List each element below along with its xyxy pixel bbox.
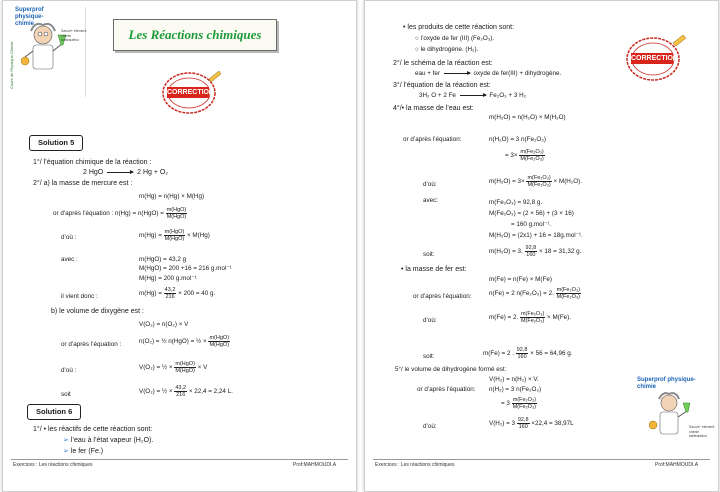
numerator: m(HgO) <box>209 335 230 341</box>
formula-line <box>501 397 537 410</box>
formula-line: m(Fe) = n(Fe) × M(Fe) <box>489 276 552 283</box>
fraction <box>520 311 545 324</box>
text-line: 1°/ • les réactifs de cette réaction sont: <box>33 426 153 433</box>
formula-line <box>489 287 581 300</box>
formula-text: = 3× <box>505 152 518 160</box>
formula-text: V(O₂) = ½ × <box>139 388 173 396</box>
reaction-arrow-icon <box>107 172 133 173</box>
formula-line <box>489 311 571 324</box>
document-title-box <box>113 19 277 51</box>
formula-text: m(H₂O) = 3× <box>489 178 525 186</box>
numerator: m(Fe₂O₃) <box>527 175 551 181</box>
text-line: • la masse de fer est: <box>401 266 467 273</box>
formula-text: ×22,4 = 38,97L <box>531 420 574 428</box>
fraction <box>525 245 538 258</box>
list-item <box>415 46 478 54</box>
correction-stamp <box>161 71 221 115</box>
footer-left-text: Exercices : Les réactions chimiques <box>13 462 93 468</box>
formula-text: m(Fe) = 2. <box>489 314 519 322</box>
solution-6-heading: Solution 6 <box>27 404 81 420</box>
numerator: m(Fe₂O₃) <box>520 311 545 317</box>
formula-line <box>489 417 574 430</box>
label: soit: <box>423 251 435 258</box>
footer-right-text: Prof:MAHMOUDI.A <box>655 462 699 468</box>
list-item-text: le dihydrogène. (H₂). <box>420 46 479 53</box>
formula-line: M(Hg) = 200 g.mol⁻¹ <box>139 275 197 282</box>
text-line: 3°/ l’équation de la réaction est: <box>393 82 491 89</box>
brand-logo <box>11 7 86 97</box>
formula-text: n(O₂) = ½ n(HgO) = ½ × <box>139 338 207 346</box>
fraction <box>174 361 196 374</box>
formula-text: = 3 <box>501 400 510 408</box>
formula-text: V(H₂) = 3 <box>489 420 516 428</box>
formula-line <box>139 385 233 398</box>
text-line: 2°/ le schéma de la réaction est: <box>393 60 493 67</box>
formula-line <box>139 361 207 374</box>
denominator: M(Fe₂O₃) <box>527 182 551 188</box>
formula-line: m(Fe₂O₃) = 92,8 g. <box>489 199 543 206</box>
numerator: 92,8 <box>525 245 537 251</box>
scientist-illustration-icon <box>649 391 691 441</box>
formula-text: × M(Fe). <box>547 314 572 322</box>
formula-text: × 56 = 64,96 g. <box>530 350 573 358</box>
denominator: M(HgO) <box>209 342 230 348</box>
brand-subtitle: Savoir+ élément chimie tableautéco <box>61 29 87 42</box>
denominator: M(HgO) <box>175 368 195 374</box>
formula-line: = 160 g.mol⁻¹. <box>511 221 552 228</box>
product: 2 Hg + O₂ <box>137 169 169 176</box>
numerator: 43,2 <box>175 385 187 391</box>
numerator: 92,8 <box>516 347 528 353</box>
formula-text: n(Fe) = 2 n(Fe₂O₃) = 2. <box>489 290 554 298</box>
denominator: 160 <box>526 252 536 258</box>
denominator: M(Fe₂O₃) <box>520 156 544 162</box>
reactant: 2 HgO <box>83 169 104 176</box>
formula-line <box>489 245 581 258</box>
formula-line: m(HgO) = 43,2 g <box>139 256 187 263</box>
fraction <box>174 385 187 398</box>
correction-stamp-label: CORRECTION <box>167 89 215 96</box>
text-line: • les produits de cette réaction sont: <box>403 24 515 31</box>
arrow-bullet-icon: ➢ <box>63 448 69 455</box>
denominator: M(Fe₂O₃) <box>520 318 545 324</box>
products: oxyde de fer(III) + dihydrogène. <box>473 70 562 77</box>
denominator: M(HgO) <box>164 236 185 242</box>
correction-stamp-label: CORRECTION <box>631 55 679 62</box>
numerator: m(Fe₂O₃) <box>512 397 537 403</box>
fraction <box>512 397 537 410</box>
label: il vient donc : <box>61 293 98 300</box>
list-item <box>415 35 494 43</box>
formula-line <box>505 149 545 162</box>
numerator: m(Fe₂O₃) <box>520 149 544 155</box>
fraction <box>208 335 230 348</box>
formula-line <box>139 229 210 242</box>
denominator: M(Fe₂O₃) <box>512 404 537 410</box>
formula-text: × 18 = 31,32 g. <box>538 248 582 256</box>
formula-line: n(H₂) = 3 n(Fe₂O₃) <box>489 386 542 393</box>
formula-text: m(Hg) = <box>139 232 162 240</box>
numerator: 43,2 <box>164 287 176 293</box>
formula-line <box>53 207 187 220</box>
products: Fe₂O₃ + 3 H₂ <box>489 92 527 99</box>
formula-text: × 22,4 = 2,24 L. <box>188 388 233 396</box>
formula-text: m(Fe) = 2 . <box>483 350 514 358</box>
formula-line: M(H₂O) = (2x1) + 16 = 18g.mol⁻¹. <box>489 232 583 239</box>
formula-line: V(O₂) = n(O₂) × V <box>139 321 189 328</box>
brand-subtitle: Savoir+ élément chimie tableautéco <box>689 425 715 438</box>
brand-vertical-text: Cours de Physique-Chimie <box>9 41 14 89</box>
brand-name: Superprof physique-chimie <box>637 377 696 390</box>
fraction <box>519 149 544 162</box>
numerator: m(Fe₂O₃) <box>556 287 580 293</box>
formula-text: m(Hg) = <box>139 290 162 298</box>
formula-text: × M(H₂O). <box>553 178 583 186</box>
formula-text: × M(Hg) <box>186 232 210 240</box>
brand-name: Superprof physique-chimie <box>15 7 44 27</box>
equation-line <box>83 168 168 177</box>
denominator: 216 <box>176 392 186 398</box>
text-line: 2°/ a) la masse de mercure est : <box>33 180 133 187</box>
label: or d’après l’équation: <box>403 136 462 143</box>
fraction <box>166 207 188 220</box>
formula-text: or d’après l’équation : n(Hg) = n(HgO) = <box>53 210 164 218</box>
label: d’où: <box>423 181 437 188</box>
brand-logo <box>633 377 713 453</box>
formula-text: × 200 = 40 g. <box>178 290 216 298</box>
formula-line: V(H₂) = n(H₂) × V. <box>489 376 539 383</box>
text-line: 1°/ l’équation chimique de la réaction : <box>33 159 152 166</box>
formula-text: × V <box>197 364 208 372</box>
formula-line <box>489 175 582 188</box>
list-item-text: l’oxyde de fer (III) (Fe₂O₃). <box>420 35 495 42</box>
footer-divider <box>11 459 348 460</box>
formula-line <box>139 335 230 348</box>
denominator: 160 <box>518 424 528 430</box>
formula-text: m(H₂O) = 3. <box>489 248 523 256</box>
formula-line: M(Fe₂O₃) = (2 × 56) + (3 × 16) <box>489 210 574 217</box>
fraction <box>556 287 581 300</box>
document-page-right <box>364 0 719 492</box>
denominator: 216 <box>165 294 175 300</box>
label: or d’après l’équation: <box>413 293 472 300</box>
reactants: eau + fer <box>415 70 441 77</box>
denominator: M(Fe₂O₃) <box>556 294 580 300</box>
label: d’où: <box>423 423 437 430</box>
list-item <box>63 436 153 445</box>
document-title: Les Réactions chimiques <box>128 27 262 42</box>
circle-bullet-icon: ○ <box>415 46 419 53</box>
fraction <box>517 417 530 430</box>
text-line: 4°/• la masse de l’eau est: <box>393 105 474 112</box>
footer-left-text: Exercices : Les réactions chimiques <box>375 462 455 468</box>
label: or d’après l’équation: <box>417 386 476 393</box>
denominator: M(HgO) <box>166 214 187 220</box>
correction-stamp <box>625 35 687 83</box>
label: d’où : <box>61 367 77 374</box>
formula-line: m(Hg) = n(Hg) × M(Hg) <box>139 193 205 200</box>
footer-right-text: Prof:MAHMOUDI.A <box>293 462 337 468</box>
numerator: m(HgO) <box>164 229 185 235</box>
fraction <box>164 287 177 300</box>
arrow-bullet-icon: ➢ <box>63 437 69 444</box>
denominator: 160 <box>517 354 527 360</box>
text-line: b) le volume de dixygène est : <box>51 308 144 315</box>
formula-text: V(O₂) = ½ × <box>139 364 173 372</box>
label: avec: <box>423 197 439 204</box>
label: soit: <box>423 353 435 360</box>
list-item-text: le fer (Fe.) <box>70 448 104 455</box>
circle-bullet-icon: ○ <box>415 35 419 42</box>
fraction <box>516 347 529 360</box>
numerator: m(HgO) <box>175 361 195 367</box>
equation-line <box>419 92 526 100</box>
formula-line: n(H₂O) = 3 n(Fe₂O₃) <box>489 136 546 143</box>
formula-line <box>139 287 215 300</box>
text-line: 5°/ le volume de dihydrogène formé est: <box>395 366 507 373</box>
footer-divider <box>373 459 710 460</box>
label: or d’après l’équation : <box>61 341 122 348</box>
list-item <box>63 447 103 456</box>
formula-line: M(HgO) = 200 +16 = 216 g.mol⁻¹ <box>139 265 232 272</box>
reaction-arrow-icon <box>460 95 486 96</box>
reactants: 3H₂ O + 2 Fe <box>419 92 456 99</box>
reaction-arrow-icon <box>444 73 470 74</box>
numerator: 92,8 <box>517 417 529 423</box>
document-page-left <box>2 0 357 492</box>
list-item-text: l’eau à l’état vapeur (H₂O). <box>70 437 154 444</box>
formula-line <box>483 347 573 360</box>
equation-line <box>415 70 561 78</box>
formula-line: m(H₂O) = n(H₂O) × M(H₂O) <box>489 114 566 121</box>
label: d’où: <box>423 317 437 324</box>
label: soit <box>61 391 71 398</box>
fraction <box>526 175 551 188</box>
fraction <box>164 229 186 242</box>
solution-5-heading: Solution 5 <box>29 135 83 151</box>
numerator: m(HgO) <box>166 207 187 213</box>
label: avec : <box>61 256 78 263</box>
label: d’où : <box>61 234 77 241</box>
